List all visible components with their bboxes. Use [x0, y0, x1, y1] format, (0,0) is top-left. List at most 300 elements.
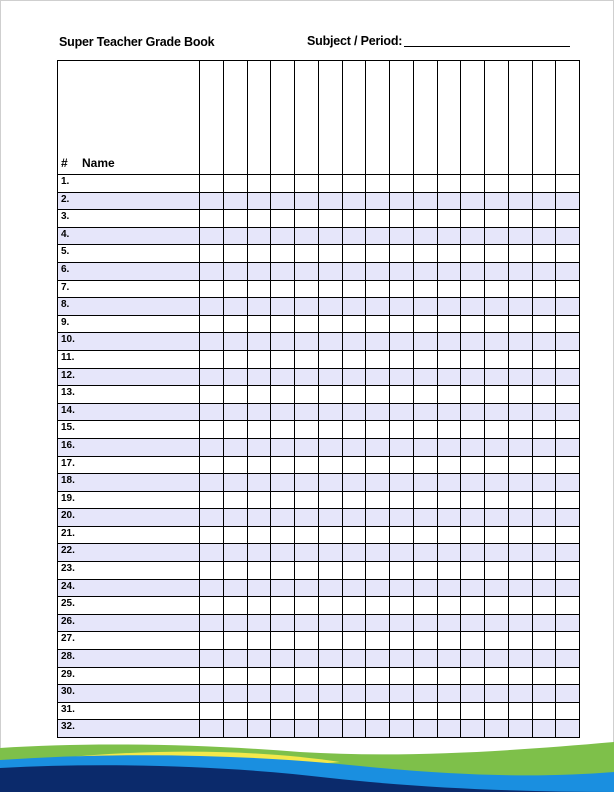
grade-cell[interactable]	[437, 192, 461, 210]
grade-cell[interactable]	[271, 280, 295, 298]
grade-cell[interactable]	[508, 614, 532, 632]
grade-cell[interactable]	[390, 650, 414, 668]
grade-cell[interactable]	[461, 579, 485, 597]
grade-cell[interactable]	[461, 474, 485, 492]
grade-cell[interactable]	[532, 614, 556, 632]
grade-cell[interactable]	[437, 509, 461, 527]
grade-cell[interactable]	[508, 403, 532, 421]
grade-cell[interactable]	[223, 474, 247, 492]
grade-cell[interactable]	[200, 720, 224, 738]
grade-cell[interactable]	[366, 702, 390, 720]
grade-cell[interactable]	[295, 685, 319, 703]
grade-cell[interactable]	[342, 667, 366, 685]
grade-cell[interactable]	[342, 227, 366, 245]
grade-column-header[interactable]	[295, 61, 319, 175]
grade-cell[interactable]	[485, 544, 509, 562]
grade-cell[interactable]	[556, 315, 580, 333]
grade-cell[interactable]	[556, 262, 580, 280]
grade-cell[interactable]	[437, 456, 461, 474]
grade-cell[interactable]	[223, 280, 247, 298]
grade-cell[interactable]	[437, 175, 461, 193]
grade-cell[interactable]	[223, 544, 247, 562]
grade-cell[interactable]	[318, 438, 342, 456]
grade-cell[interactable]	[437, 210, 461, 228]
grade-cell[interactable]	[508, 227, 532, 245]
grade-cell[interactable]	[342, 333, 366, 351]
grade-cell[interactable]	[390, 456, 414, 474]
grade-cell[interactable]	[485, 350, 509, 368]
grade-column-header[interactable]	[390, 61, 414, 175]
grade-cell[interactable]	[556, 579, 580, 597]
grade-cell[interactable]	[485, 491, 509, 509]
grade-cell[interactable]	[413, 456, 437, 474]
grade-cell[interactable]	[318, 614, 342, 632]
grade-cell[interactable]	[556, 702, 580, 720]
grade-cell[interactable]	[342, 403, 366, 421]
student-name-cell[interactable]: 31.	[58, 702, 200, 720]
grade-cell[interactable]	[271, 245, 295, 263]
grade-cell[interactable]	[508, 579, 532, 597]
grade-cell[interactable]	[295, 526, 319, 544]
grade-cell[interactable]	[223, 702, 247, 720]
student-name-cell[interactable]: 5.	[58, 245, 200, 263]
grade-cell[interactable]	[295, 386, 319, 404]
grade-cell[interactable]	[556, 210, 580, 228]
grade-cell[interactable]	[366, 685, 390, 703]
grade-cell[interactable]	[485, 579, 509, 597]
grade-cell[interactable]	[437, 632, 461, 650]
grade-cell[interactable]	[271, 262, 295, 280]
grade-cell[interactable]	[342, 386, 366, 404]
grade-cell[interactable]	[508, 421, 532, 439]
grade-cell[interactable]	[532, 192, 556, 210]
grade-cell[interactable]	[485, 192, 509, 210]
grade-cell[interactable]	[532, 368, 556, 386]
grade-cell[interactable]	[271, 544, 295, 562]
grade-cell[interactable]	[318, 175, 342, 193]
grade-cell[interactable]	[485, 509, 509, 527]
grade-cell[interactable]	[200, 509, 224, 527]
grade-cell[interactable]	[366, 456, 390, 474]
grade-cell[interactable]	[318, 632, 342, 650]
grade-column-header[interactable]	[247, 61, 271, 175]
student-name-cell[interactable]: 11.	[58, 350, 200, 368]
grade-cell[interactable]	[295, 597, 319, 615]
grade-cell[interactable]	[532, 597, 556, 615]
grade-cell[interactable]	[366, 368, 390, 386]
grade-cell[interactable]	[413, 192, 437, 210]
grade-cell[interactable]	[318, 650, 342, 668]
grade-cell[interactable]	[271, 438, 295, 456]
grade-cell[interactable]	[485, 227, 509, 245]
grade-cell[interactable]	[247, 650, 271, 668]
grade-cell[interactable]	[295, 245, 319, 263]
grade-cell[interactable]	[508, 368, 532, 386]
grade-cell[interactable]	[223, 421, 247, 439]
grade-cell[interactable]	[271, 421, 295, 439]
grade-cell[interactable]	[461, 210, 485, 228]
grade-cell[interactable]	[366, 544, 390, 562]
grade-column-header[interactable]	[556, 61, 580, 175]
grade-cell[interactable]	[271, 227, 295, 245]
grade-column-header[interactable]	[532, 61, 556, 175]
grade-cell[interactable]	[508, 491, 532, 509]
grade-cell[interactable]	[271, 579, 295, 597]
grade-column-header[interactable]	[508, 61, 532, 175]
student-name-cell[interactable]: 8.	[58, 298, 200, 316]
grade-cell[interactable]	[223, 614, 247, 632]
grade-cell[interactable]	[223, 315, 247, 333]
grade-cell[interactable]	[247, 526, 271, 544]
grade-cell[interactable]	[556, 227, 580, 245]
grade-cell[interactable]	[508, 509, 532, 527]
grade-cell[interactable]	[532, 298, 556, 316]
grade-cell[interactable]	[200, 438, 224, 456]
grade-cell[interactable]	[485, 438, 509, 456]
grade-cell[interactable]	[247, 614, 271, 632]
grade-cell[interactable]	[366, 227, 390, 245]
grade-cell[interactable]	[342, 280, 366, 298]
grade-cell[interactable]	[295, 614, 319, 632]
grade-cell[interactable]	[318, 386, 342, 404]
grade-cell[interactable]	[342, 315, 366, 333]
grade-cell[interactable]	[366, 280, 390, 298]
grade-cell[interactable]	[271, 720, 295, 738]
grade-cell[interactable]	[318, 597, 342, 615]
grade-cell[interactable]	[413, 509, 437, 527]
grade-cell[interactable]	[247, 597, 271, 615]
student-name-cell[interactable]: 6.	[58, 262, 200, 280]
grade-column-header[interactable]	[200, 61, 224, 175]
grade-cell[interactable]	[342, 491, 366, 509]
grade-cell[interactable]	[485, 562, 509, 580]
grade-cell[interactable]	[200, 192, 224, 210]
grade-cell[interactable]	[532, 175, 556, 193]
grade-cell[interactable]	[390, 562, 414, 580]
grade-cell[interactable]	[508, 544, 532, 562]
grade-cell[interactable]	[390, 298, 414, 316]
grade-cell[interactable]	[318, 579, 342, 597]
student-name-cell[interactable]: 15.	[58, 421, 200, 439]
grade-cell[interactable]	[461, 597, 485, 615]
grade-cell[interactable]	[508, 702, 532, 720]
grade-cell[interactable]	[271, 491, 295, 509]
grade-cell[interactable]	[556, 544, 580, 562]
grade-cell[interactable]	[366, 597, 390, 615]
grade-cell[interactable]	[223, 386, 247, 404]
grade-cell[interactable]	[485, 421, 509, 439]
grade-cell[interactable]	[485, 298, 509, 316]
grade-cell[interactable]	[342, 245, 366, 263]
grade-cell[interactable]	[437, 720, 461, 738]
grade-cell[interactable]	[461, 368, 485, 386]
grade-cell[interactable]	[200, 702, 224, 720]
student-name-cell[interactable]: 19.	[58, 491, 200, 509]
grade-cell[interactable]	[532, 579, 556, 597]
grade-cell[interactable]	[508, 210, 532, 228]
grade-cell[interactable]	[366, 491, 390, 509]
grade-cell[interactable]	[200, 350, 224, 368]
grade-cell[interactable]	[532, 315, 556, 333]
grade-cell[interactable]	[295, 562, 319, 580]
student-name-cell[interactable]: 3.	[58, 210, 200, 228]
grade-cell[interactable]	[200, 175, 224, 193]
grade-cell[interactable]	[413, 386, 437, 404]
grade-cell[interactable]	[247, 702, 271, 720]
grade-cell[interactable]	[485, 262, 509, 280]
grade-cell[interactable]	[247, 632, 271, 650]
grade-cell[interactable]	[318, 456, 342, 474]
grade-cell[interactable]	[200, 544, 224, 562]
grade-cell[interactable]	[223, 175, 247, 193]
grade-cell[interactable]	[271, 192, 295, 210]
grade-cell[interactable]	[342, 509, 366, 527]
grade-cell[interactable]	[247, 685, 271, 703]
grade-cell[interactable]	[390, 491, 414, 509]
grade-cell[interactable]	[223, 632, 247, 650]
grade-cell[interactable]	[532, 227, 556, 245]
grade-cell[interactable]	[342, 175, 366, 193]
grade-cell[interactable]	[461, 667, 485, 685]
grade-cell[interactable]	[342, 210, 366, 228]
grade-cell[interactable]	[437, 333, 461, 351]
grade-cell[interactable]	[532, 650, 556, 668]
grade-cell[interactable]	[271, 526, 295, 544]
grade-cell[interactable]	[556, 368, 580, 386]
grade-cell[interactable]	[342, 438, 366, 456]
grade-cell[interactable]	[366, 386, 390, 404]
grade-cell[interactable]	[508, 175, 532, 193]
grade-cell[interactable]	[271, 456, 295, 474]
grade-cell[interactable]	[390, 403, 414, 421]
grade-cell[interactable]	[390, 245, 414, 263]
grade-cell[interactable]	[342, 262, 366, 280]
grade-cell[interactable]	[508, 597, 532, 615]
grade-cell[interactable]	[461, 685, 485, 703]
grade-cell[interactable]	[295, 403, 319, 421]
grade-cell[interactable]	[390, 175, 414, 193]
grade-cell[interactable]	[390, 579, 414, 597]
grade-cell[interactable]	[556, 474, 580, 492]
grade-cell[interactable]	[247, 544, 271, 562]
grade-cell[interactable]	[295, 333, 319, 351]
student-name-cell[interactable]: 27.	[58, 632, 200, 650]
grade-cell[interactable]	[556, 509, 580, 527]
grade-cell[interactable]	[247, 579, 271, 597]
grade-cell[interactable]	[532, 509, 556, 527]
grade-cell[interactable]	[532, 632, 556, 650]
grade-cell[interactable]	[390, 509, 414, 527]
grade-cell[interactable]	[318, 421, 342, 439]
grade-column-header[interactable]	[271, 61, 295, 175]
student-name-cell[interactable]: 22.	[58, 544, 200, 562]
grade-cell[interactable]	[295, 175, 319, 193]
grade-cell[interactable]	[200, 368, 224, 386]
grade-cell[interactable]	[413, 403, 437, 421]
grade-cell[interactable]	[461, 315, 485, 333]
grade-cell[interactable]	[437, 438, 461, 456]
grade-cell[interactable]	[508, 386, 532, 404]
grade-cell[interactable]	[508, 720, 532, 738]
grade-cell[interactable]	[271, 175, 295, 193]
grade-cell[interactable]	[413, 614, 437, 632]
grade-cell[interactable]	[295, 315, 319, 333]
grade-cell[interactable]	[532, 350, 556, 368]
grade-cell[interactable]	[200, 403, 224, 421]
grade-cell[interactable]	[200, 262, 224, 280]
student-name-cell[interactable]: 30.	[58, 685, 200, 703]
grade-cell[interactable]	[461, 227, 485, 245]
grade-cell[interactable]	[318, 368, 342, 386]
grade-cell[interactable]	[366, 192, 390, 210]
grade-cell[interactable]	[556, 245, 580, 263]
grade-cell[interactable]	[271, 350, 295, 368]
grade-cell[interactable]	[461, 421, 485, 439]
grade-cell[interactable]	[342, 421, 366, 439]
grade-cell[interactable]	[413, 491, 437, 509]
student-name-cell[interactable]: 26.	[58, 614, 200, 632]
grade-cell[interactable]	[318, 509, 342, 527]
grade-cell[interactable]	[271, 315, 295, 333]
grade-cell[interactable]	[318, 350, 342, 368]
grade-cell[interactable]	[556, 333, 580, 351]
grade-cell[interactable]	[295, 368, 319, 386]
grade-cell[interactable]	[532, 491, 556, 509]
grade-cell[interactable]	[295, 421, 319, 439]
grade-cell[interactable]	[200, 667, 224, 685]
grade-cell[interactable]	[318, 685, 342, 703]
grade-cell[interactable]	[342, 614, 366, 632]
grade-cell[interactable]	[556, 720, 580, 738]
grade-cell[interactable]	[271, 632, 295, 650]
grade-cell[interactable]	[200, 632, 224, 650]
grade-cell[interactable]	[366, 403, 390, 421]
student-name-cell[interactable]: 12.	[58, 368, 200, 386]
grade-cell[interactable]	[318, 280, 342, 298]
grade-cell[interactable]	[247, 421, 271, 439]
student-name-cell[interactable]: 9.	[58, 315, 200, 333]
grade-cell[interactable]	[318, 333, 342, 351]
grade-cell[interactable]	[556, 280, 580, 298]
grade-column-header[interactable]	[318, 61, 342, 175]
grade-column-header[interactable]	[413, 61, 437, 175]
grade-cell[interactable]	[200, 526, 224, 544]
grade-cell[interactable]	[437, 667, 461, 685]
grade-cell[interactable]	[318, 262, 342, 280]
grade-cell[interactable]	[223, 491, 247, 509]
grade-cell[interactable]	[200, 597, 224, 615]
grade-cell[interactable]	[247, 667, 271, 685]
grade-column-header[interactable]	[366, 61, 390, 175]
grade-cell[interactable]	[532, 421, 556, 439]
grade-cell[interactable]	[556, 614, 580, 632]
grade-cell[interactable]	[318, 562, 342, 580]
grade-cell[interactable]	[366, 474, 390, 492]
grade-cell[interactable]	[271, 210, 295, 228]
grade-cell[interactable]	[508, 632, 532, 650]
grade-cell[interactable]	[461, 386, 485, 404]
grade-cell[interactable]	[390, 597, 414, 615]
grade-cell[interactable]	[200, 562, 224, 580]
grade-cell[interactable]	[485, 386, 509, 404]
grade-cell[interactable]	[532, 702, 556, 720]
grade-column-header[interactable]	[461, 61, 485, 175]
grade-cell[interactable]	[485, 650, 509, 668]
grade-cell[interactable]	[366, 579, 390, 597]
grade-cell[interactable]	[437, 579, 461, 597]
grade-cell[interactable]	[413, 526, 437, 544]
grade-cell[interactable]	[437, 597, 461, 615]
grade-cell[interactable]	[271, 667, 295, 685]
grade-cell[interactable]	[461, 262, 485, 280]
student-name-cell[interactable]: 20.	[58, 509, 200, 527]
grade-cell[interactable]	[413, 685, 437, 703]
grade-cell[interactable]	[223, 298, 247, 316]
grade-cell[interactable]	[390, 685, 414, 703]
grade-cell[interactable]	[390, 386, 414, 404]
grade-cell[interactable]	[271, 333, 295, 351]
grade-cell[interactable]	[556, 650, 580, 668]
grade-cell[interactable]	[437, 386, 461, 404]
grade-cell[interactable]	[437, 650, 461, 668]
grade-cell[interactable]	[437, 350, 461, 368]
grade-cell[interactable]	[485, 526, 509, 544]
grade-cell[interactable]	[390, 210, 414, 228]
grade-cell[interactable]	[247, 192, 271, 210]
grade-cell[interactable]	[342, 350, 366, 368]
grade-cell[interactable]	[295, 192, 319, 210]
grade-cell[interactable]	[200, 474, 224, 492]
grade-cell[interactable]	[342, 685, 366, 703]
grade-column-header[interactable]	[437, 61, 461, 175]
grade-cell[interactable]	[461, 509, 485, 527]
grade-cell[interactable]	[556, 526, 580, 544]
grade-cell[interactable]	[318, 245, 342, 263]
student-name-cell[interactable]: 13.	[58, 386, 200, 404]
grade-cell[interactable]	[247, 474, 271, 492]
grade-cell[interactable]	[200, 650, 224, 668]
grade-cell[interactable]	[413, 298, 437, 316]
grade-cell[interactable]	[200, 333, 224, 351]
grade-cell[interactable]	[366, 298, 390, 316]
grade-cell[interactable]	[532, 245, 556, 263]
grade-cell[interactable]	[342, 526, 366, 544]
grade-cell[interactable]	[318, 403, 342, 421]
grade-cell[interactable]	[366, 175, 390, 193]
grade-cell[interactable]	[437, 491, 461, 509]
grade-cell[interactable]	[532, 403, 556, 421]
grade-cell[interactable]	[532, 280, 556, 298]
grade-cell[interactable]	[366, 667, 390, 685]
student-name-cell[interactable]: 23.	[58, 562, 200, 580]
grade-cell[interactable]	[532, 333, 556, 351]
grade-cell[interactable]	[556, 632, 580, 650]
grade-cell[interactable]	[223, 597, 247, 615]
grade-cell[interactable]	[485, 210, 509, 228]
grade-cell[interactable]	[556, 456, 580, 474]
grade-cell[interactable]	[200, 685, 224, 703]
grade-cell[interactable]	[413, 210, 437, 228]
grade-cell[interactable]	[461, 720, 485, 738]
grade-cell[interactable]	[390, 350, 414, 368]
grade-cell[interactable]	[461, 562, 485, 580]
grade-cell[interactable]	[437, 315, 461, 333]
grade-cell[interactable]	[508, 298, 532, 316]
grade-cell[interactable]	[390, 280, 414, 298]
grade-cell[interactable]	[437, 702, 461, 720]
grade-cell[interactable]	[413, 245, 437, 263]
grade-cell[interactable]	[437, 421, 461, 439]
